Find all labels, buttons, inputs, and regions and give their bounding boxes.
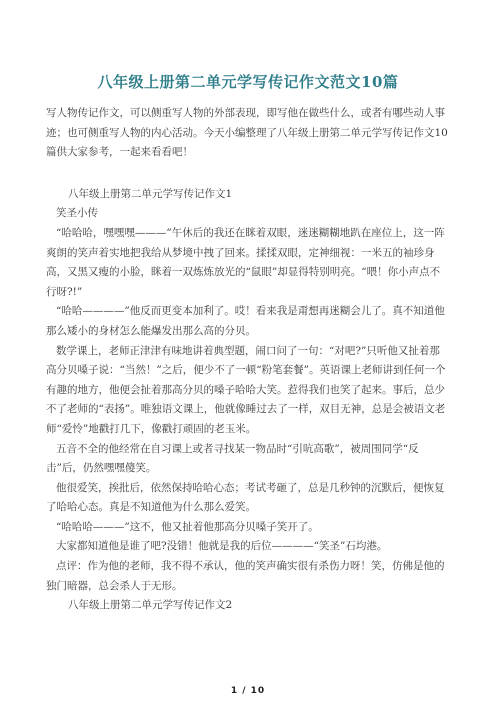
body-paragraph: “哈哈哈———”这不，他又扯着他那高分贝嗓子笑开了。 [56, 520, 319, 533]
body-paragraph: “哈哈————”他反而更变本加利了。哎！看来我是甭想再迷糊会儿了。真不知道他那么矮小的身材怎么能爆发出那么高的分贝。 [46, 305, 445, 337]
section-1-subtitle: 笑圣小传 [56, 207, 98, 220]
page-number: 1 / 10 [230, 686, 266, 696]
body-paragraph: 数学课上，老师正津津有味地讲着典型题，闹口问了一句：“对吧?”只听他又扯着那高分贝嗓子说：“当然！”之后，便少不了一顿“粉笔套餐”。英语课上老师讲到任何一个有趣的地方，他便会扯着那高分贝的嗓子哈哈大笑。惹得我们也笑了起来。事后，总少不了老师的“表扬”。唯独语文课上，他就像睡过去了一样，双目无神，总是会被语文老师“爱怜”地戳打几下，像戳打顽固的老玉米。 [46, 344, 446, 435]
section-2-heading: 八年级上册第二单元学写传记作文2 [68, 599, 233, 612]
body-paragraph: “哈哈哈，嘿嘿嘿———”午休后的我还在眯着双眼，迷迷糊糊地趴在座位上，这一阵爽朗的笑声着实地把我给从梦境中拽了回来。揉揉双眼，定神细视：一米五的袖珍身高，又黑又瘦的小脸，眯着一双炼炼放光的“鼠眼”却显得特别明亮。“喂！你小声点不行呀?!” [46, 226, 445, 298]
section-1-heading: 八年级上册第二单元学写传记作文1 [68, 187, 233, 200]
intro-paragraph: 写人物传记作文，可以侧重写人物的外部表现，即写他在做些什么，或者有哪些动人事迹；也可侧重写人物的内心活动。今天小编整理了八年级上册第二单元学写传记作文10篇供大家参考，一起来看看吧！ [46, 107, 448, 159]
body-paragraph: 五音不全的他经常在自习课上或者寻找某一物品时“引吭高歌”，被周围同学“反击”后，仍然嘿嘿傻笑。 [46, 442, 419, 475]
comment-paragraph: 点评：作为他的老师，我不得不承认，他的笑声确实很有杀伤力呀！笑，仿佛是他的独门暗器，总会杀人于无形。 [46, 560, 445, 592]
document-title: 八年级上册第二单元学写传记作文范文10篇 [97, 73, 399, 91]
body-paragraph: 大家都知道他是谁了吧?没错！他就是我的后位————“笑圣”石均港。 [56, 540, 388, 553]
body-paragraph: 他很爱笑，挨批后，依然保持哈哈心态；考试考砸了，总是几秒钟的沉默后，便恢复了哈哈心态。真是不知道他为什么那么爱笑。 [46, 481, 445, 514]
